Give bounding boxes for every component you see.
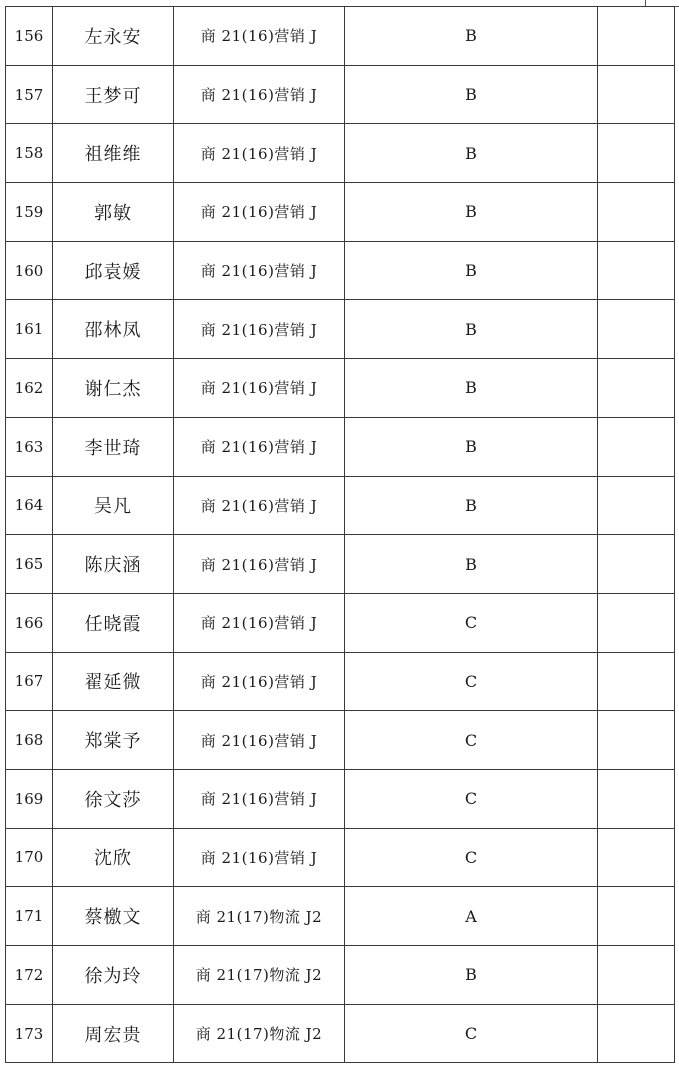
class-name-cell: 商 21(16)营销 J [174,652,345,711]
student-name-cell: 邱袁媛 [53,241,174,300]
student-name-cell: 翟延微 [53,652,174,711]
table-row [6,7,675,66]
class-name-cell: 商 21(16)营销 J [174,241,345,300]
remarks-cell [598,7,675,66]
grade-cell: B [345,300,598,359]
row-number-cell: 168 [6,711,53,770]
table-row [6,946,675,1005]
grade-cell: C [345,652,598,711]
student-name-cell: 谢仁杰 [53,359,174,418]
remarks-cell [598,652,675,711]
table-row [6,769,675,828]
row-number-cell: 173 [6,1004,53,1063]
table-row [6,593,675,652]
student-name-cell: 李世琦 [53,417,174,476]
table-row [6,359,675,418]
row-number-cell: 160 [6,241,53,300]
remarks-cell [598,1004,675,1063]
class-name-cell: 商 21(17)物流 J2 [174,1004,345,1063]
table-row [6,417,675,476]
grade-cell: C [345,711,598,770]
table-row [6,1004,675,1063]
remarks-cell [598,535,675,594]
class-name-cell: 商 21(16)营销 J [174,7,345,66]
student-name-cell: 王梦可 [53,65,174,124]
row-number-cell: 165 [6,535,53,594]
student-name-cell: 郑棠予 [53,711,174,770]
class-name-cell: 商 21(16)营销 J [174,476,345,535]
row-number-cell: 164 [6,476,53,535]
remarks-cell [598,769,675,828]
table-row [6,652,675,711]
student-name-cell: 徐为玲 [53,946,174,1005]
remarks-cell [598,476,675,535]
student-grade-table [5,6,675,1063]
grade-cell: B [345,124,598,183]
table-row [6,65,675,124]
grade-cell: B [345,535,598,594]
row-number-cell: 163 [6,417,53,476]
student-name-cell: 吴凡 [53,476,174,535]
row-number-cell: 171 [6,887,53,946]
remarks-cell [598,241,675,300]
remarks-cell [598,711,675,770]
student-name-cell: 郭敏 [53,183,174,242]
class-name-cell: 商 21(16)营销 J [174,828,345,887]
table-row [6,241,675,300]
student-name-cell: 徐文莎 [53,769,174,828]
grade-cell: C [345,1004,598,1063]
grade-cell: A [345,887,598,946]
table-row [6,887,675,946]
table-row [6,124,675,183]
student-name-cell: 陈庆涵 [53,535,174,594]
remarks-cell [598,946,675,1005]
student-name-cell: 周宏贵 [53,1004,174,1063]
class-name-cell: 商 21(16)营销 J [174,769,345,828]
grade-cell: B [345,946,598,1005]
row-number-cell: 158 [6,124,53,183]
grade-cell: B [345,476,598,535]
grade-cell: B [345,359,598,418]
row-number-cell: 169 [6,769,53,828]
row-number-cell: 166 [6,593,53,652]
row-number-cell: 161 [6,300,53,359]
class-name-cell: 商 21(16)营销 J [174,359,345,418]
grade-cell: B [345,241,598,300]
student-name-cell: 任晓霞 [53,593,174,652]
remarks-cell [598,417,675,476]
remarks-cell [598,359,675,418]
grade-cell: C [345,828,598,887]
remarks-cell [598,828,675,887]
grade-cell: C [345,769,598,828]
row-number-cell: 159 [6,183,53,242]
class-name-cell: 商 21(16)营销 J [174,593,345,652]
row-number-cell: 167 [6,652,53,711]
class-name-cell: 商 21(16)营销 J [174,300,345,359]
grade-cell: C [345,593,598,652]
class-name-cell: 商 21(16)营销 J [174,417,345,476]
table-row [6,300,675,359]
class-name-cell: 商 21(16)营销 J [174,535,345,594]
student-name-cell: 邵林凤 [53,300,174,359]
student-name-cell: 蔡檄文 [53,887,174,946]
table-row [6,535,675,594]
remarks-cell [598,124,675,183]
grade-cell: B [345,417,598,476]
grade-cell: B [345,65,598,124]
grade-cell: B [345,7,598,66]
class-name-cell: 商 21(16)营销 J [174,183,345,242]
class-name-cell: 商 21(17)物流 J2 [174,887,345,946]
class-name-cell: 商 21(17)物流 J2 [174,946,345,1005]
remarks-cell [598,887,675,946]
table-row [6,711,675,770]
row-number-cell: 162 [6,359,53,418]
remarks-cell [598,300,675,359]
remarks-cell [598,593,675,652]
class-name-cell: 商 21(16)营销 J [174,65,345,124]
remarks-cell [598,183,675,242]
table-row [6,183,675,242]
row-number-cell: 170 [6,828,53,887]
class-name-cell: 商 21(16)营销 J [174,124,345,183]
row-number-cell: 156 [6,7,53,66]
row-number-cell: 157 [6,65,53,124]
table-row [6,828,675,887]
grade-cell: B [345,183,598,242]
table-row [6,476,675,535]
student-name-cell: 沈欣 [53,828,174,887]
student-name-cell: 左永安 [53,7,174,66]
class-name-cell: 商 21(16)营销 J [174,711,345,770]
remarks-cell [598,65,675,124]
student-name-cell: 祖维维 [53,124,174,183]
row-number-cell: 172 [6,946,53,1005]
